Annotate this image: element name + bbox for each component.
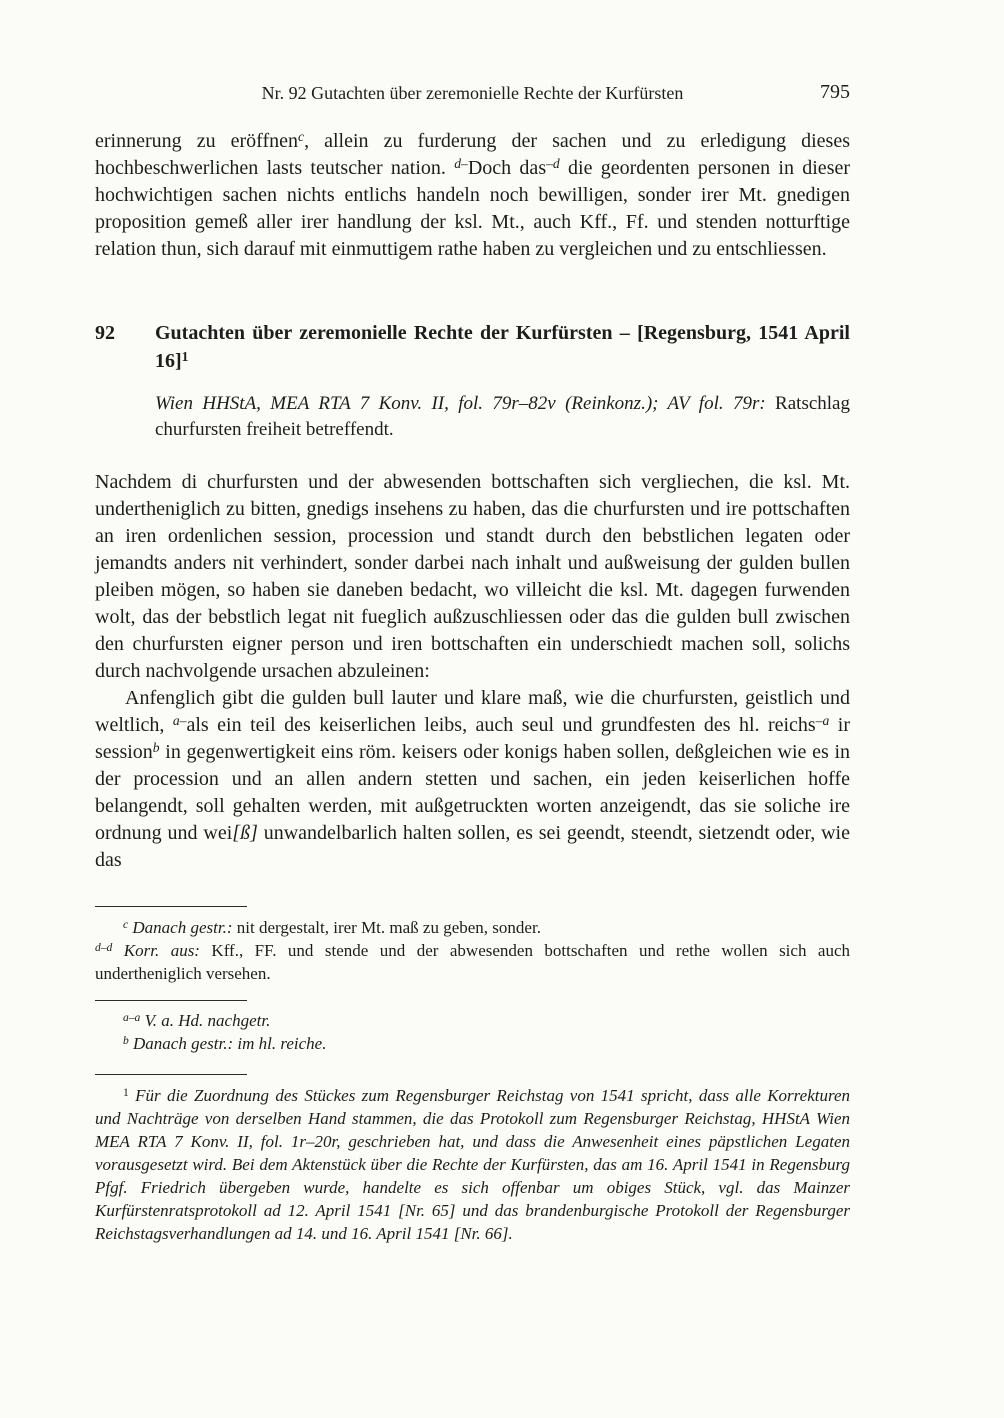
body-paragraph-1: Nachdem di churfursten und der abwesenden bottschaften sich vergliechen, die ksl. Mt. undertheniglich zu bitten, gnedigs insehens zu haben, das die churfursten und ire pottschaften an iren ordenlichen session, procession und standt durch den bebstlichen legaten oder jemandts anders nit verhindert, sonder darbei nach inhalt und außweisung der gulden bullen pleiben mögen, so haben sie daneben bedacht, wo villeicht die ksl. Mt. dagegen furwenden wolt, das der bebstlich legat nit fueglich außzuschliessen oder das die gulden bull zwischen den churfursten eigner person und iren bottschaften ein underschiedt machen soll, solichs durch nachvolgende ursachen abzuleinen: <box>95 471 850 682</box>
body-paragraph-2: Anfenglich gibt die gulden bull lauter und klare maß, wie die churfursten, geistlich und weltlich, $^{a-}$als ein teil des keiserlichen leibs, auch seul und grundfesten des hl. reichs$^{-a}$ ir session$^b$ in gegenwertigkeit eins röm. keisers oder konigs haben sollen, deßgleichen wie es in der procession und an allen andern stetten und sachen, ein jeden keiserlichen hoffe belangendt, soll gehalten werden, mit außgetruckten worten anzeigendt, das sie soliche ire ordnung und wei[ß] unwandelbarlich halten sollen, es sei geendt, steendt, sietzendt oder, wie das <box>95 687 851 871</box>
entry-title: Gutachten über zeremonielle Rechte der Kurfürsten – [Regensburg, 1541 April 16]$^1$ <box>155 322 850 372</box>
source-line: Wien HHStA, MEA RTA 7 Konv. II, fol. 79r–82v (Reinkonz.); AV fol. 79r: Ratschlag churfursten freiheit betreffendt. <box>155 393 850 440</box>
apparatus-divider-1 <box>95 906 247 907</box>
footnote-1: $^1$ Für die Zuordnung des Stückes zum Regensburger Reichstag von 1541 spricht, dass alle Korrekturen und Nachträge von derselben Hand stammen, die das Protokoll zum Regensburger Reichstag, HHStA Wien MEA RTA 7 Konv. II, fol. 1r–20r, geschrieben hat, und dass die Anwesenheit eines päpstlichen Legaten vorausgesetzt wird. Bei dem Aktenstück über die Rechte der Kurfürsten, das am 16. April 1541 in Regensburg Pfgf. Friedrich übergeben wurde, handelte es sich offenbar um obiges Stück, vgl. das Mainzer Kurfürstenratsprotokoll ad 12. April 1541 [Nr. 65] und das brandenburgische Protokoll der Regensburger Reichstagsverhandlungen ad 14. und 16. April 1541 [Nr. 66]. <box>95 1085 850 1243</box>
running-header <box>95 82 850 104</box>
apparatus-note-b: $^b$ Danach gestr.: im hl. reiche. <box>123 1033 327 1053</box>
page-number: 795 <box>820 81 850 103</box>
paragraph-continuation: erinnerung zu eröffnen$^c$, allein zu furderung der sachen und zu erledigung dieses hochbeschwerlichen lasts teutscher nation. $^{d-}$Doch das$^{-d}$ die geordenten personen in dieser hochwichtigen sachen nichts entlichs handeln noch bewilligen, sonder irer Mt. gnedigen proposition gemeß aller irer handlung der ksl. Mt., auch Kff., Ff. und stenden notturftige relation thun, sich darauf mit einmuttigem rathe haben zu vergleichen und zu entschliessen. <box>95 128 851 260</box>
footnote-divider <box>95 1074 247 1075</box>
apparatus-note-a: $^{a-a}$ V. a. Hd. nachgetr. <box>123 1010 271 1030</box>
entry-heading <box>95 319 850 375</box>
apparatus-note-c: $^c$ Danach gestr.: nit dergestalt, irer Mt. maß zu geben, sonder. <box>123 917 541 937</box>
entry-number: 92 <box>95 322 115 344</box>
running-title: Nr. 92 Gutachten über zeremonielle Rechte der Kurfürsten <box>261 83 684 103</box>
apparatus-divider-2 <box>95 1000 247 1001</box>
apparatus-note-d: $^{d-d}$ Korr. aus: Kff., FF. und stende und der abwesenden bottschaften und rethe wollen sich auch undertheniglich versehen. <box>95 940 851 983</box>
